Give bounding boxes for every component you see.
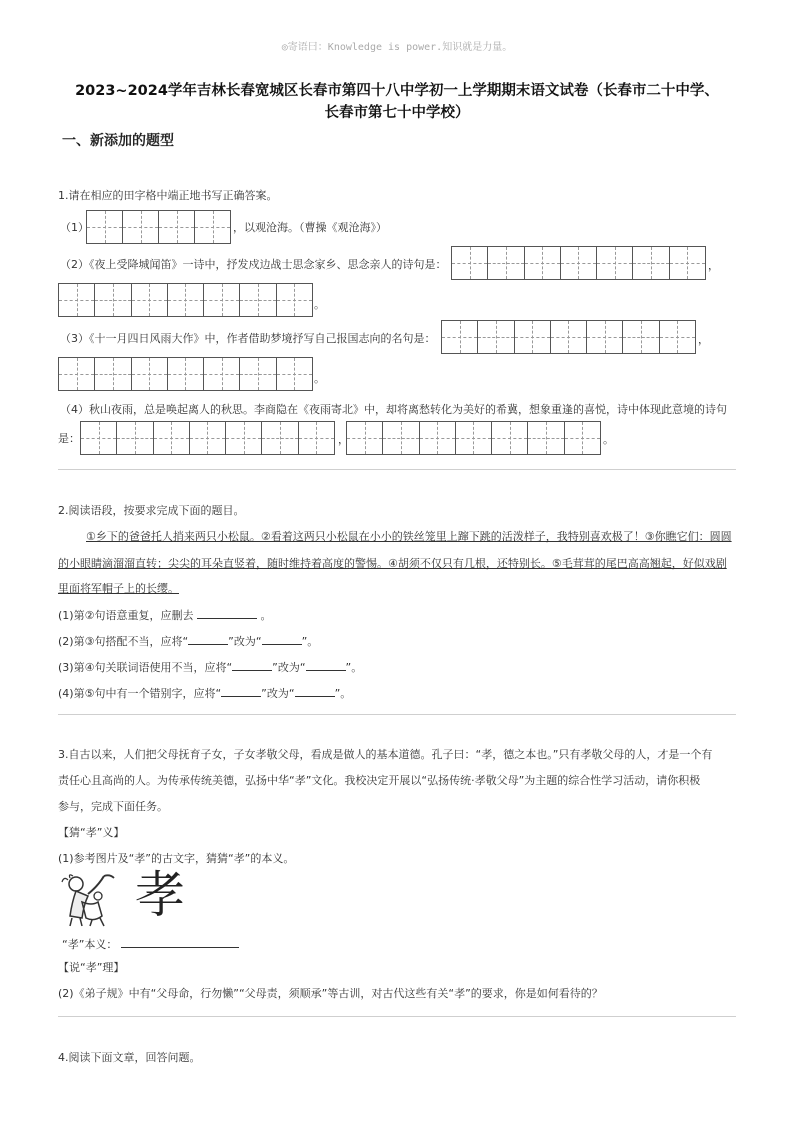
comma: ， bbox=[708, 259, 719, 272]
title-line-1: 2023~2024学年吉林长春宽城区长春市第四十八中学初一上学期期末语文试卷（长春市二十中学、 bbox=[75, 83, 719, 99]
answer-blank[interactable] bbox=[188, 633, 228, 645]
comma: ， bbox=[698, 333, 709, 346]
answer-blank[interactable] bbox=[232, 659, 272, 671]
elder-and-child-illustration bbox=[58, 872, 120, 928]
period: 。 bbox=[603, 433, 614, 446]
divider bbox=[58, 1016, 736, 1017]
q1-part4-grid-b[interactable] bbox=[346, 421, 601, 455]
q3-sub2: (2)《弟子规》中有“父母命，行勿懒”“父母责，须顺承”等古训，对古代这些有关“孝”的要求，你是如何看待的？ bbox=[58, 987, 603, 1000]
q3-line-3: 参与，完成下面任务。 bbox=[58, 800, 168, 813]
period: 。 bbox=[314, 372, 325, 385]
q1-part4-label: 是： bbox=[58, 432, 80, 445]
answer-blank[interactable] bbox=[306, 659, 346, 671]
q2-stem: 2.阅读语段，按要求完成下面的题目。 bbox=[58, 504, 245, 517]
q1-part3-grid-a[interactable] bbox=[441, 320, 696, 354]
divider bbox=[58, 714, 736, 715]
answer-blank[interactable] bbox=[121, 936, 239, 948]
answer-blank[interactable] bbox=[262, 633, 302, 645]
q3-tag-explain: 【说“孝”理】 bbox=[58, 961, 125, 974]
ancient-xiao-glyph: 孝 bbox=[135, 866, 185, 924]
q2-sub4: (4)第⑤句中有一个错别字，应将“ ”改为“ ”。 bbox=[58, 687, 352, 700]
q1-part1-number: （1） bbox=[60, 221, 89, 234]
section-heading: 一、新添加的题型 bbox=[62, 133, 174, 149]
q3-line-2: 责任心且高尚的人。为传承传统美德，弘扬中华“孝”文化。我校决定开展以“弘扬传统·孝敬父母”为主题的综合性学习活动，请你积极 bbox=[58, 774, 701, 787]
q2-sub3: (3)第④句关联词语使用不当，应将“ ”改为“ ”。 bbox=[58, 661, 363, 674]
divider bbox=[58, 469, 736, 470]
q1-part1-text: ，以观沧海。（曹操《观沧海》） bbox=[233, 221, 387, 234]
q4-stem: 4.阅读下面文章，回答问题。 bbox=[58, 1051, 201, 1064]
q1-part4-text: （4）秋山夜雨，总是唤起离人的秋思。李商隐在《夜雨寄北》中，却将离愁转化为美好的希冀，想象重逢的喜悦，诗中体现此意境的诗句 bbox=[60, 403, 727, 416]
q3-sub1: (1)参考图片及“孝”的古文字，猜猜“孝”的本义。 bbox=[58, 852, 295, 865]
answer-blank[interactable] bbox=[295, 685, 335, 697]
q1-part4-grid-a[interactable] bbox=[80, 421, 335, 455]
q1-part2-text: （2）《夜上受降城闻笛》一诗中，抒发戍边战士思念家乡、思念亲人的诗句是： bbox=[60, 258, 447, 271]
answer-blank[interactable] bbox=[221, 685, 261, 697]
q2-passage-line-1: ①乡下的爸爸托人捎来两只小松鼠。②看着这两只小松鼠在小小的铁丝笼里上蹿下跳的活泼样子，我特别喜欢极了！③你瞧它们：圆圆 bbox=[86, 530, 732, 543]
period: 。 bbox=[314, 298, 325, 311]
grid-cell[interactable] bbox=[159, 211, 195, 243]
title-line-2: 长春市第七十中学校） bbox=[324, 105, 470, 121]
watermark-text: ◎寄语曰：Knowledge is power.知识就是力量。 bbox=[281, 42, 513, 53]
grid-cell[interactable] bbox=[195, 211, 230, 243]
answer-blank[interactable] bbox=[197, 607, 257, 619]
q1-part2-grid-b[interactable] bbox=[58, 283, 313, 317]
q3-answer-line: “孝”本义： bbox=[62, 936, 239, 952]
q1-part3-grid-b[interactable] bbox=[58, 357, 313, 391]
q1-part2-grid-a[interactable] bbox=[451, 246, 706, 280]
comma: ， bbox=[338, 433, 349, 446]
q2-passage-line-2: 的小眼睛滴溜溜直转；尖尖的耳朵直竖着，随时维持着高度的警惕。④胡须不仅只有几根，还特别长。⑤毛茸茸的尾巴高高翘起，好似戏剧 bbox=[58, 557, 727, 570]
q1-part3-text: （3）《十一月四日风雨大作》中，作者借助梦境抒写自己报国志向的名句是： bbox=[60, 332, 436, 345]
q3-tag-guess: 【猜“孝”义】 bbox=[58, 826, 125, 839]
q1-part1-grid[interactable] bbox=[86, 210, 231, 244]
grid-cell[interactable] bbox=[87, 211, 123, 243]
q2-sub2: (2)第③句搭配不当，应将“ ”改为“ ”。 bbox=[58, 635, 319, 648]
q3-line-1: 3.自古以来，人们把父母抚育子女，子女孝敬父母，看成是做人的基本道德。孔子曰：“孝，德之本也。”只有孝敬父母的人，才是一个有 bbox=[58, 748, 713, 761]
grid-cell[interactable] bbox=[123, 211, 159, 243]
q1-stem: 1.请在相应的田字格中端正地书写正确答案。 bbox=[58, 189, 278, 202]
q2-passage-line-3: 里面将军帽子上的长缨。 bbox=[58, 582, 179, 595]
page-title bbox=[50, 80, 744, 124]
q2-sub1: (1)第②句语意重复，应删去 。 bbox=[58, 609, 272, 622]
